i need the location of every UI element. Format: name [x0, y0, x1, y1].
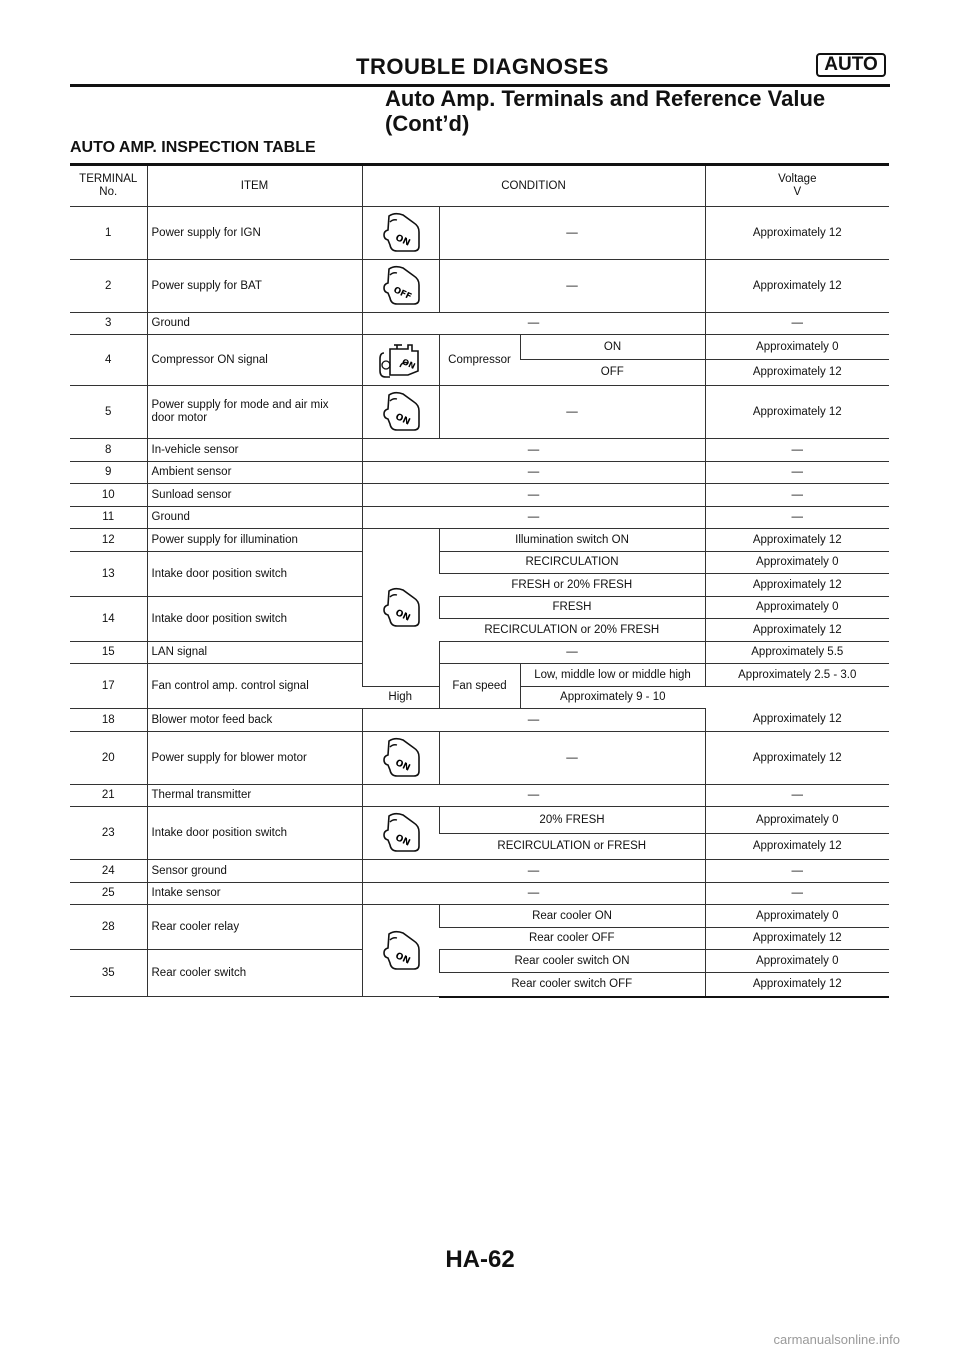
table-cell: 20	[70, 732, 147, 785]
ignition-key-on-icon	[362, 905, 439, 997]
table-cell: Intake door position switch	[147, 807, 362, 860]
table-cell: Intake sensor	[147, 883, 362, 905]
table-cell: 28	[70, 905, 147, 950]
table-cell: Approximately 12	[705, 260, 889, 313]
table-row	[70, 439, 889, 462]
table-cell: —	[362, 860, 705, 883]
table-cell: Power supply for IGN	[147, 207, 362, 260]
table-cell: Compressor	[439, 335, 520, 386]
table-row	[70, 597, 889, 619]
table-cell: High	[362, 687, 439, 709]
table-row	[70, 860, 889, 883]
table-cell: —	[362, 484, 705, 507]
table-row	[70, 709, 889, 732]
table-cell: Power supply for illumination	[147, 529, 362, 552]
table-header-row	[70, 165, 889, 207]
table-cell: 11	[70, 507, 147, 529]
table-cell: 10	[70, 484, 147, 507]
table-cell: Power supply for blower motor	[147, 732, 362, 785]
header-condition: CONDITION	[362, 165, 705, 207]
table-cell: Power supply for mode and air mix door motor	[147, 386, 362, 439]
table-cell: —	[705, 785, 889, 807]
table-cell: —	[705, 883, 889, 905]
table-cell: Approximately 12	[705, 973, 889, 997]
table-cell: 2	[70, 260, 147, 313]
table-cell: 25	[70, 883, 147, 905]
table-cell: —	[362, 313, 705, 335]
table-cell: 9	[70, 462, 147, 484]
table-row	[70, 807, 889, 834]
table-cell: Approximately 0	[705, 950, 889, 973]
table-row	[70, 664, 889, 687]
ignition-key-on-icon	[362, 529, 439, 687]
table-cell: Approximately 0	[705, 552, 889, 574]
table-cell: 35	[70, 950, 147, 997]
table-row	[70, 462, 889, 484]
svg-text:ON: ON	[393, 607, 412, 624]
table-row	[70, 883, 889, 905]
table-cell: 12	[70, 529, 147, 552]
table-cell: 8	[70, 439, 147, 462]
table-cell: Approximately 12	[705, 834, 889, 860]
table-cell: 14	[70, 597, 147, 642]
table-row	[70, 386, 889, 439]
table-cell: Rear cooler switch	[147, 950, 362, 997]
table-cell: Rear cooler switch ON	[439, 950, 705, 973]
table-cell: Approximately 0	[705, 807, 889, 834]
table-cell: Rear cooler OFF	[439, 928, 705, 950]
table-cell: Illumination switch ON	[439, 529, 705, 552]
table-title: AUTO AMP. INSPECTION TABLE	[70, 139, 316, 156]
table-cell: —	[705, 439, 889, 462]
page-header-title: TROUBLE DIAGNOSES	[356, 54, 609, 79]
table-cell: Approximately 2.5 - 3.0	[705, 664, 889, 687]
watermark: carmanualsonline.info	[773, 1332, 900, 1347]
table-cell: Rear cooler ON	[439, 905, 705, 928]
table-cell: 15	[70, 642, 147, 664]
ignition-key-off-icon	[362, 260, 439, 313]
engine-running-icon	[362, 335, 439, 386]
table-cell: —	[439, 386, 705, 439]
table-cell: Approximately 9 - 10	[520, 687, 705, 709]
table-cell: Ambient sensor	[147, 462, 362, 484]
table-cell: Power supply for BAT	[147, 260, 362, 313]
table-cell: —	[439, 260, 705, 313]
svg-text:ON: ON	[393, 412, 412, 428]
table-row	[70, 507, 889, 529]
table-cell: —	[439, 642, 705, 664]
table-cell: 20% FRESH	[439, 807, 705, 834]
table-cell: Low, middle low or middle high	[520, 664, 705, 687]
table-cell: Approximately 12	[705, 207, 889, 260]
table-cell: Approximately 12	[705, 529, 889, 552]
table-cell: —	[362, 883, 705, 905]
table-cell: 23	[70, 807, 147, 860]
table-cell: Ground	[147, 507, 362, 529]
table-cell: Rear cooler relay	[147, 905, 362, 950]
table-cell: Ground	[147, 313, 362, 335]
table-cell: Approximately 0	[705, 335, 889, 360]
table-row	[70, 905, 889, 928]
table-cell: Approximately 0	[705, 905, 889, 928]
table-cell: —	[362, 785, 705, 807]
table-cell: Rear cooler switch OFF	[439, 973, 705, 997]
header-voltage: Voltage V	[705, 165, 889, 207]
page-number: HA-62	[445, 1246, 515, 1273]
table-cell: 4	[70, 335, 147, 386]
svg-text:ON: ON	[393, 758, 412, 774]
ignition-key-on-icon	[362, 386, 439, 439]
inspection-table	[70, 163, 889, 998]
svg-text:ON: ON	[400, 357, 417, 372]
table-row	[70, 335, 889, 360]
table-cell: 3	[70, 313, 147, 335]
svg-text:OFF: OFF	[391, 285, 413, 303]
table-row	[70, 552, 889, 574]
table-cell: Intake door position switch	[147, 552, 362, 597]
svg-text:ON: ON	[393, 950, 412, 967]
table-cell: 24	[70, 860, 147, 883]
table-cell: 17	[70, 664, 147, 709]
table-cell: —	[362, 709, 705, 732]
table-cell: Fan control amp. control signal	[147, 664, 362, 709]
table-cell: Approximately 12	[705, 732, 889, 785]
table-cell: —	[705, 507, 889, 529]
table-cell: In-vehicle sensor	[147, 439, 362, 462]
table-cell: Compressor ON signal	[147, 335, 362, 386]
header-item: ITEM	[147, 165, 362, 207]
table-cell: —	[705, 860, 889, 883]
table-cell: Approximately 12	[705, 928, 889, 950]
table-row	[70, 529, 889, 552]
table-cell: ON	[520, 335, 705, 360]
table-cell: 13	[70, 552, 147, 597]
table-cell: 21	[70, 785, 147, 807]
table-cell: —	[362, 462, 705, 484]
section-title-line1: Auto Amp. Terminals and Reference Value	[385, 86, 826, 111]
table-row	[70, 260, 889, 313]
table-cell: LAN signal	[147, 642, 362, 664]
ignition-key-on-icon	[362, 732, 439, 785]
table-cell: —	[362, 439, 705, 462]
auto-tag-badge: AUTO	[816, 53, 886, 77]
table-cell: —	[705, 313, 889, 335]
table-cell: —	[439, 732, 705, 785]
table-cell: Sensor ground	[147, 860, 362, 883]
table-cell: Sunload sensor	[147, 484, 362, 507]
table-row	[70, 642, 889, 664]
table-row	[70, 785, 889, 807]
table-cell: Approximately 5.5	[705, 642, 889, 664]
header-terminal: TERMINAL No.	[70, 165, 147, 207]
ignition-key-on-icon	[362, 207, 439, 260]
table-cell: Approximately 12	[705, 360, 889, 386]
table-cell: 5	[70, 386, 147, 439]
ignition-key-on-icon	[362, 807, 439, 860]
section-title	[385, 86, 825, 136]
table-cell: Fan speed	[439, 664, 520, 709]
table-cell: Approximately 12	[705, 619, 889, 642]
table-cell: 1	[70, 207, 147, 260]
table-cell: 18	[70, 709, 147, 732]
table-cell: —	[705, 462, 889, 484]
table-cell: RECIRCULATION or 20% FRESH	[439, 619, 705, 642]
table-cell: RECIRCULATION	[439, 552, 705, 574]
table-cell: OFF	[520, 360, 705, 386]
table-cell: Thermal transmitter	[147, 785, 362, 807]
table-cell: FRESH	[439, 597, 705, 619]
table-cell: —	[362, 507, 705, 529]
table-cell: RECIRCULATION or FRESH	[439, 834, 705, 860]
table-row	[70, 207, 889, 260]
table-cell: Approximately 12	[705, 709, 889, 732]
svg-text:ON: ON	[393, 233, 412, 249]
table-row	[70, 313, 889, 335]
table-cell: Blower motor feed back	[147, 709, 362, 732]
table-cell: FRESH or 20% FRESH	[439, 574, 705, 597]
table-cell: Approximately 12	[705, 574, 889, 597]
table-cell: —	[439, 207, 705, 260]
table-cell: —	[705, 484, 889, 507]
section-title-line2: (Cont’d)	[385, 111, 470, 136]
table-cell: Approximately 0	[705, 597, 889, 619]
table-row	[70, 484, 889, 507]
svg-text:ON: ON	[393, 833, 412, 849]
table-cell: Approximately 12	[705, 386, 889, 439]
table-cell: Intake door position switch	[147, 597, 362, 642]
table-row	[70, 950, 889, 973]
table-row	[70, 732, 889, 785]
